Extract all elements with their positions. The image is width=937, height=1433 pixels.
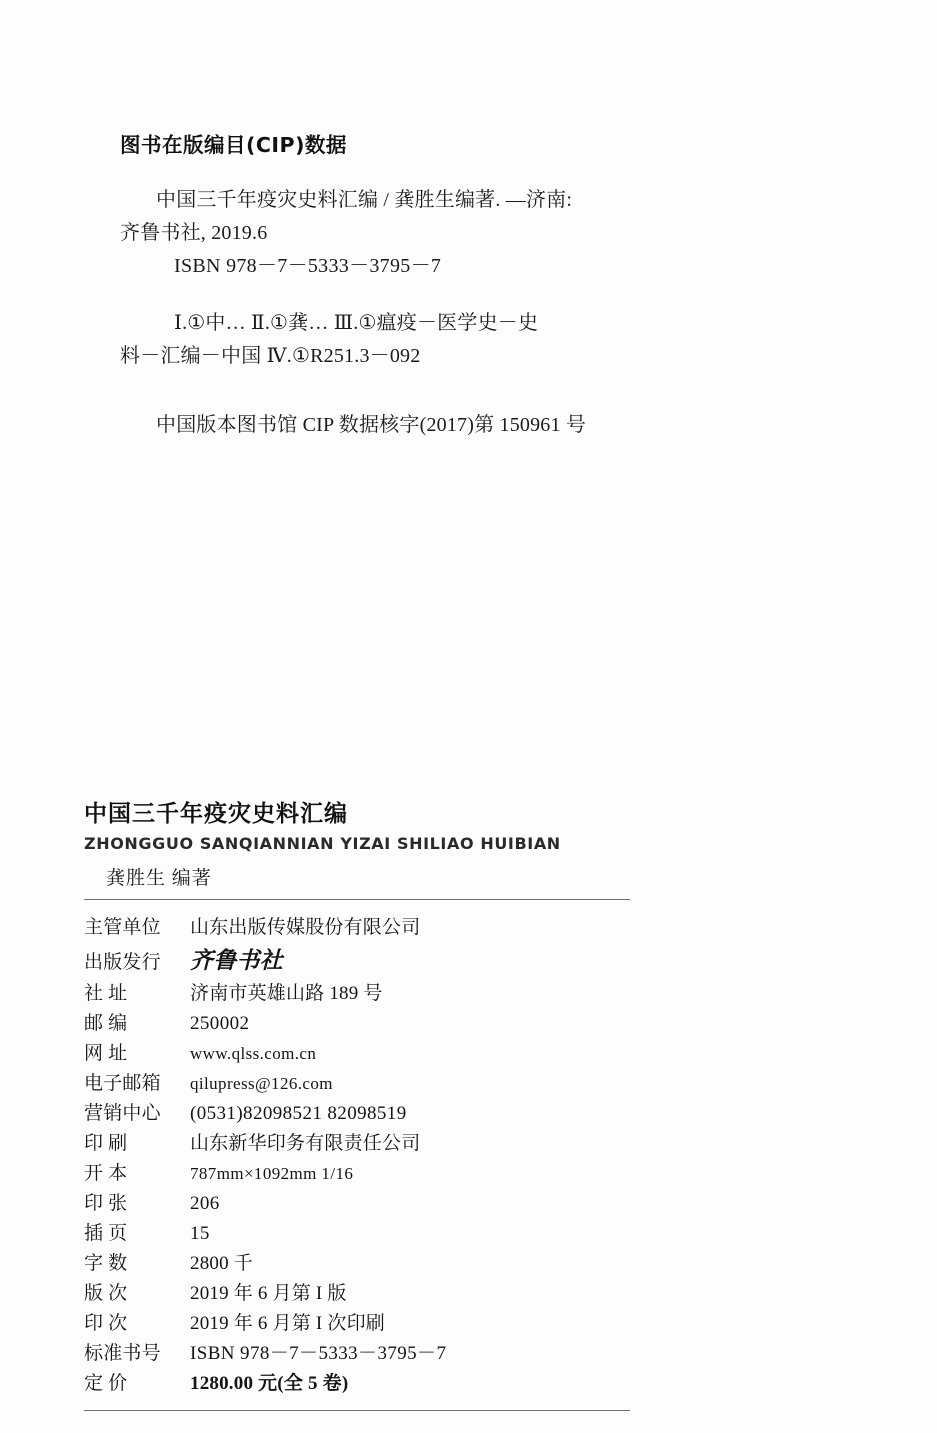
colophon-block [84, 795, 644, 1411]
row-value: 15 [190, 1223, 210, 1244]
row-label: 定 价 [84, 1373, 128, 1394]
colophon-row [84, 1338, 644, 1368]
cip-block [120, 128, 820, 442]
colophon-row [84, 1008, 644, 1038]
row-label: 印 张 [84, 1193, 128, 1214]
row-value: 山东新华印务有限责任公司 [190, 1133, 421, 1154]
row-value: 2800 千 [190, 1253, 253, 1274]
cip-line-classification-2: 料－汇编－中国 Ⅳ.①R251.3－092 [120, 345, 421, 367]
row-value: 济南市英雄山路 189 号 [190, 983, 383, 1004]
row-value-price: 1280.00 元(全 5 卷) [190, 1373, 349, 1394]
row-label: 标准书号 [84, 1343, 161, 1364]
colophon-title: 中国三千年疫灾史料汇编 [84, 801, 348, 827]
colophon-row [84, 1218, 644, 1248]
colophon-row [84, 1188, 644, 1218]
colophon-row [84, 1158, 644, 1188]
cip-heading: 图书在版编目(CIP)数据 [120, 133, 347, 157]
colophon-row [84, 1038, 644, 1068]
cip-line-2: 齐鲁书社, 2019.6 [120, 222, 268, 244]
row-value-email: qilupress@126.com [190, 1074, 333, 1093]
row-value: 787mm×1092mm 1/16 [190, 1164, 354, 1183]
cip-line-1: 中国三千年疫灾史料汇编 / 龚胜生编著. —济南: [156, 189, 573, 211]
colophon-row [84, 942, 644, 978]
colophon-row [84, 1308, 644, 1338]
cip-line-classification-1: Ⅰ.①中… Ⅱ.①龚… Ⅲ.①瘟疫－医学史－史 [174, 312, 539, 334]
colophon-pinyin-title: ZHONGGUO SANQIANNIAN YIZAI SHILIAO HUIBIAN [84, 834, 561, 853]
divider-bottom [84, 1410, 630, 1411]
row-value-isbn: ISBN 978－7－5333－3795－7 [190, 1343, 447, 1364]
divider-top [84, 899, 630, 900]
row-label: 插 页 [84, 1223, 128, 1244]
row-value: 山东出版传媒股份有限公司 [190, 917, 421, 938]
row-label: 版 次 [84, 1283, 128, 1304]
colophon-row [84, 1098, 644, 1128]
publisher-logo-text: 齐鲁书社 [190, 947, 283, 974]
row-value-website: www.qlss.com.cn [190, 1044, 317, 1063]
colophon-row [84, 1278, 644, 1308]
row-value-phone: (0531)82098521 82098519 [190, 1103, 407, 1124]
row-label: 邮 编 [84, 1013, 128, 1034]
row-label: 开 本 [84, 1163, 128, 1184]
colophon-row [84, 1068, 644, 1098]
colophon-rows [84, 912, 644, 1398]
row-value: 2019 年 6 月第 I 次印刷 [190, 1313, 385, 1334]
row-label: 印 刷 [84, 1133, 128, 1154]
row-label: 营销中心 [84, 1103, 161, 1124]
cip-line-registry: 中国版本图书馆 CIP 数据核字(2017)第 150961 号 [156, 414, 587, 436]
row-value: 2019 年 6 月第 I 版 [190, 1283, 347, 1304]
row-label: 主管单位 [84, 917, 161, 938]
colophon-row [84, 1368, 644, 1398]
row-value: 250002 [190, 1013, 250, 1034]
row-value: 206 [190, 1193, 220, 1214]
row-label: 电子邮箱 [84, 1073, 161, 1094]
colophon-row [84, 912, 644, 942]
row-label: 社 址 [84, 983, 128, 1004]
colophon-author: 龚胜生 编著 [106, 868, 212, 889]
cip-line-isbn: ISBN 978－7－5333－3795－7 [174, 255, 442, 277]
colophon-row [84, 1248, 644, 1278]
colophon-row [84, 1128, 644, 1158]
row-label: 字 数 [84, 1253, 128, 1274]
row-label: 印 次 [84, 1313, 128, 1334]
row-label: 出版发行 [84, 952, 161, 973]
row-label: 网 址 [84, 1043, 128, 1064]
colophon-row [84, 978, 644, 1008]
